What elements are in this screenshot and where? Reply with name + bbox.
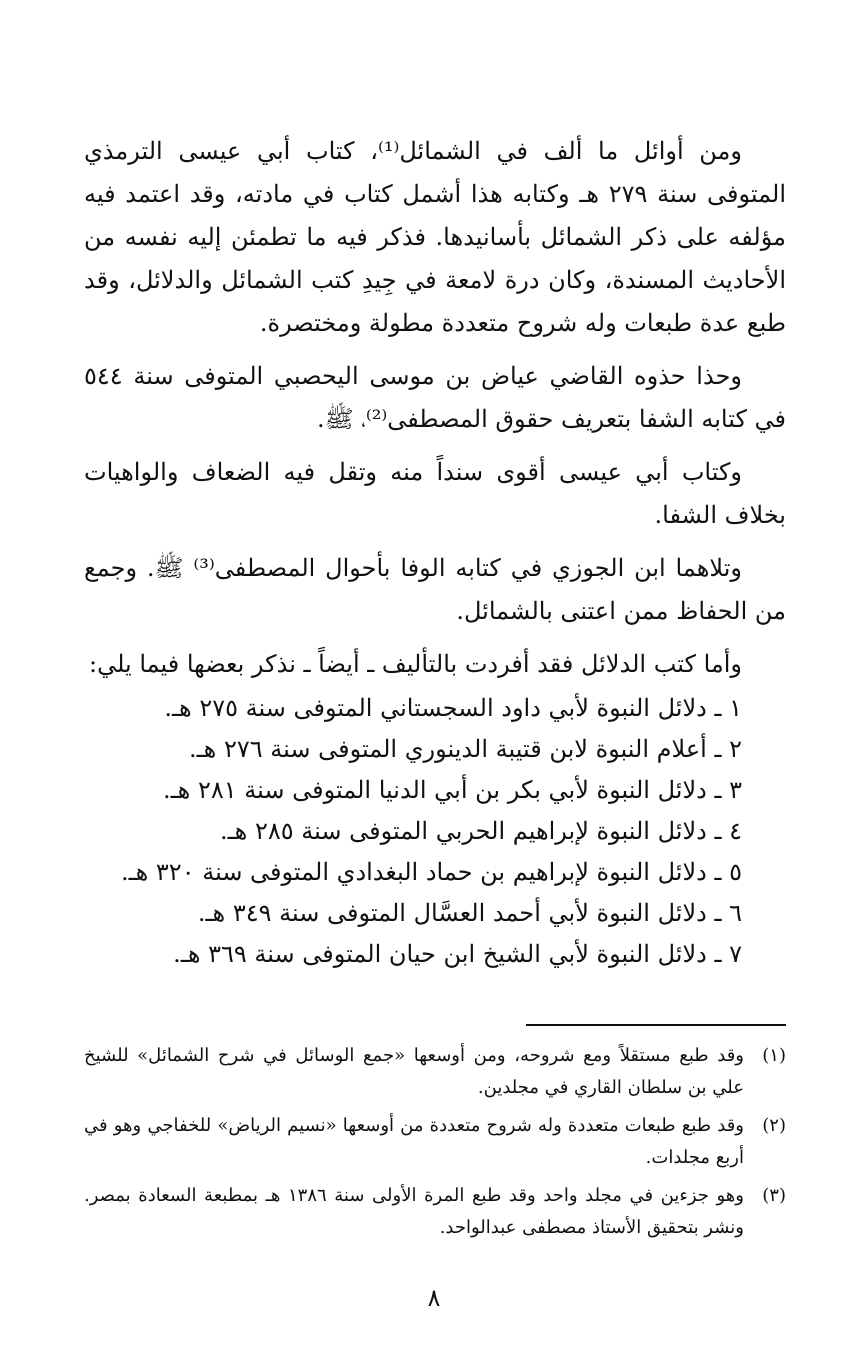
footnotes [84, 1040, 786, 1250]
list-item: ٥ ـ دلائل النبوة لإبراهيم بن حماد البغدادي المتوفى سنة ٣٢٠ هـ. [120, 858, 742, 886]
paragraph-ibn-jawzi: وتلاهما ابن الجوزي في كتابه الوفا بأحوال المصطفى⁽³⁾ ﷺ. وجمع من الحفاظ ممن اعتنى بالشمائل. [84, 554, 786, 625]
footnote-text: وهو جزءين في مجلد واحد وقد طبع المرة الأولى سنة ١٣٨٦ هـ بمطبعة السعادة بمصر. ونشر بتحقيق الأستاذ مصطفى عبدالواحد. [84, 1185, 744, 1238]
list-item: ٣ ـ دلائل النبوة لأبي بكر بن أبي الدنيا المتوفى سنة ٢٨١ هـ. [163, 776, 742, 804]
footnote-text: وقد طبع طبعات متعددة وله شروح متعددة من أوسعها «نسيم الرياض» للخفاجي وهو في أربع مجلدات. [84, 1115, 744, 1168]
paragraph-comparison: وكتاب أبي عيسى أقوى سنداً منه وتقل فيه الضعاف والواهيات بخلاف الشفا. [84, 458, 786, 529]
footnote-number: (٢) [762, 1115, 786, 1136]
footnote-2 [84, 1110, 786, 1174]
dalail-list [84, 688, 786, 975]
footnote-divider [526, 1024, 786, 1026]
list-item: ٦ ـ دلائل النبوة لأبي أحمد العسَّال المتوفى سنة ٣٤٩ هـ. [197, 899, 742, 927]
footnote-number: (٣) [762, 1185, 786, 1206]
list-item: ١ ـ دلائل النبوة لأبي داود السجستاني المتوفى سنة ٢٧٥ هـ. [164, 694, 742, 722]
list-item: ٧ ـ دلائل النبوة لأبي الشيخ ابن حيان المتوفى سنة ٣٦٩ هـ. [173, 940, 742, 968]
footnote-1 [84, 1040, 786, 1104]
paragraph-dalail-intro: وأما كتب الدلائل فقد أفردت بالتأليف ـ أيضاً ـ نذكر بعضها فيما يلي: [88, 650, 742, 678]
footnote-3 [84, 1180, 786, 1244]
footnote-number: (١) [762, 1045, 786, 1066]
main-text [84, 130, 786, 975]
footnote-text: وقد طبع مستقلاً ومع شروحه، ومن أوسعها «جمع الوسائل في شرح الشمائل» للشيخ علي بن سلطان القاري في مجلدين. [84, 1045, 744, 1098]
list-item: ٢ ـ أعلام النبوة لابن قتيبة الدينوري المتوفى سنة ٢٧٦ هـ. [189, 735, 742, 763]
page-number: ٨ [427, 1284, 441, 1312]
list-item: ٤ ـ دلائل النبوة لإبراهيم الحربي المتوفى سنة ٢٨٥ هـ. [220, 817, 742, 845]
paragraph-shamail-intro: ومن أوائل ما ألف في الشمائل⁽¹⁾، كتاب أبي عيسى الترمذي المتوفى سنة ٢٧٩ هـ وكتابه هذا أشمل كتاب في مادته، وقد اعتمد فيه مؤلفه على ذكر الشمائل بأسانيدها. فذكر فيه ما تطمئن إليه نفسه من الأحاديث المسندة، وكان درة لامعة في جِيدِ كتب الشمائل والدلائل، وقد طبع عدة طبعات وله شروح متعددة مطولة ومختصرة. [84, 137, 786, 337]
paragraph-qadi-iyad: وحذا حذوه القاضي عياض بن موسى اليحصبي المتوفى سنة ٥٤٤ في كتابه الشفا بتعريف حقوق المصطفى⁽²⁾، ﷺ. [84, 362, 786, 433]
